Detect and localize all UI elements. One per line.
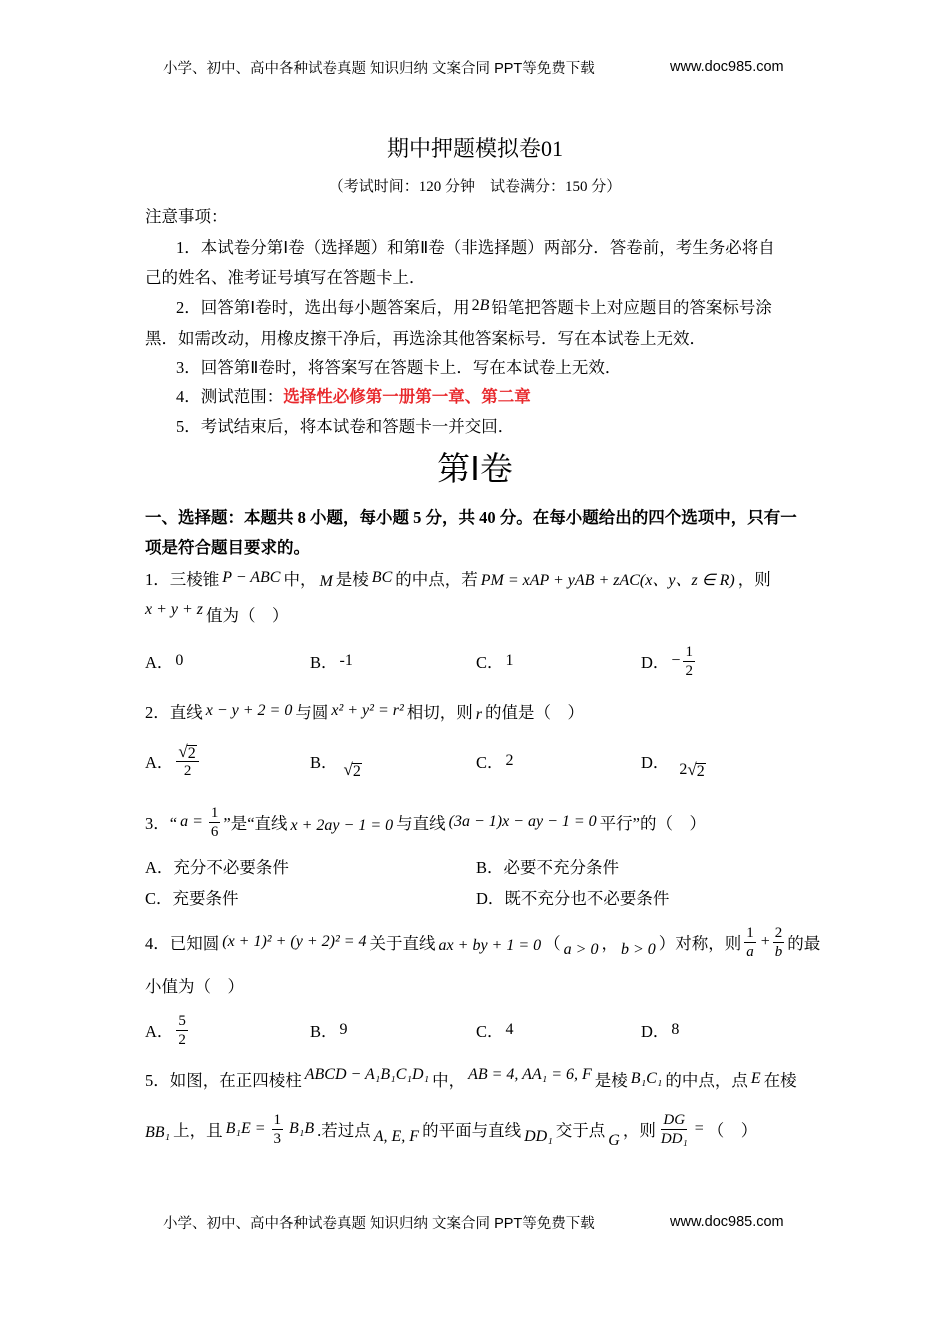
fraction-numerator: 2 <box>774 924 783 941</box>
fraction <box>176 1012 188 1049</box>
coefficient: 2 <box>679 761 688 778</box>
fraction-denominator: 2 <box>685 662 693 679</box>
notice-item-2-text: 2．回答第Ⅰ卷时，选出每小题答案后，用 <box>176 298 470 317</box>
question-3-text: 3．“ <box>145 814 178 833</box>
question-1-text: 1．三棱锥 <box>145 570 220 589</box>
fraction-numerator: DG <box>663 1111 686 1128</box>
option-label: B． <box>310 753 338 772</box>
question-2-text: 2．直线 <box>145 703 203 722</box>
question-2-option-c <box>476 739 514 783</box>
question-4-line-2 <box>145 963 244 1007</box>
option-label: A． <box>145 1022 174 1041</box>
question-4-text: ， <box>601 934 618 953</box>
question-5-math: ABCD − A₁B₁C₁D₁ <box>304 1066 430 1083</box>
question-3-text: 平行”的（ ） <box>599 814 706 833</box>
option-value: 8 <box>671 1021 680 1038</box>
question-1-line-2 <box>145 592 289 636</box>
fraction <box>659 1111 690 1148</box>
question-1-option-a <box>145 639 183 683</box>
question-2-line-1 <box>145 689 584 733</box>
option-value: 充要条件 <box>172 889 239 908</box>
question-1-math: M <box>319 573 333 590</box>
question-4-option-d <box>641 1008 679 1052</box>
radical-sign: √ <box>687 760 697 779</box>
square-root <box>178 743 196 761</box>
option-value: 2 <box>505 752 514 769</box>
option-label: A． <box>145 753 174 772</box>
question-4-math: (x + 1)² + (y + 2)² = 4 <box>222 933 367 950</box>
question-3-math: (3a − 1)x − ay − 1 = 0 <box>448 813 597 830</box>
question-4-text: 4．已知圆 <box>145 934 220 953</box>
fraction-numerator: 1 <box>746 924 754 941</box>
fraction-denominator: DD₁ <box>660 1130 688 1147</box>
option-label: B． <box>310 653 338 672</box>
fraction-numerator: 1 <box>273 1111 282 1128</box>
footer-slogan: 小学、初中、高中各种试卷真题 知识归纳 文案合同 PPT等免费下载 <box>163 1215 595 1232</box>
option-value: 0 <box>175 652 184 669</box>
fraction <box>176 743 198 780</box>
option-value: 既不充分也不必要条件 <box>504 889 670 908</box>
fraction <box>773 924 785 961</box>
question-3-math: a = <box>180 813 203 830</box>
question-5-text: 在棱 <box>763 1071 797 1090</box>
fraction-denominator: 2 <box>183 762 192 779</box>
question-2-math: x − y + 2 = 0 <box>205 702 293 719</box>
option-label: C． <box>476 653 504 672</box>
notice-item-3: 3．回答第Ⅱ卷时，将答案写在答题卡上．写在本试卷上无效． <box>176 358 622 377</box>
option-label: C． <box>476 1022 504 1041</box>
radical-sign: √ <box>178 741 188 761</box>
pencil-grade-number: 2 <box>471 297 480 314</box>
fraction <box>683 643 695 680</box>
pencil-grade-letter: B <box>479 297 490 314</box>
question-5-math: B₁C₁ <box>630 1070 663 1087</box>
question-5-math: AB = 4, AA₁ = 6, F <box>468 1066 592 1083</box>
question-3-option-c <box>145 875 239 919</box>
question-4-option-c <box>476 1008 514 1052</box>
question-3-math: x + 2ay − 1 = 0 <box>290 817 394 834</box>
test-scope-highlight: 选择性必修第一册第一章、第二章 <box>283 387 531 406</box>
option-value: 充分不必要条件 <box>173 858 289 877</box>
option-label: D． <box>641 753 670 772</box>
question-1-option-d <box>641 639 698 683</box>
exam-subtitle: （考试时间：120 分钟 试卷满分：150 分） <box>328 178 622 195</box>
question-5-line-1 <box>145 1057 797 1101</box>
question-5-math: E <box>750 1070 761 1087</box>
fraction <box>272 1111 284 1148</box>
question-1-math: P − ABC <box>222 569 281 586</box>
radicand: 2 <box>696 763 705 780</box>
option-label: B． <box>310 1022 338 1041</box>
notice-label: 注意事项： <box>145 207 228 226</box>
equals-sign: = <box>694 1120 704 1137</box>
question-4-text: 小值为（ ） <box>145 977 244 996</box>
question-5-text: .若过点 <box>317 1121 371 1140</box>
question-4-math: b > 0 <box>620 941 656 958</box>
question-4-option-b <box>310 1008 348 1052</box>
question-2-text: 与圆 <box>295 703 329 722</box>
option-label: A． <box>145 858 174 877</box>
question-5-text: 是棱 <box>594 1071 628 1090</box>
option-value: 9 <box>339 1021 348 1038</box>
fraction-numerator: 1 <box>210 804 219 821</box>
question-5-text: 中， <box>432 1071 466 1090</box>
question-4-text: ）对称，则 <box>658 934 742 953</box>
option-label: B． <box>476 858 504 877</box>
question-5-math: B₁B <box>289 1120 315 1137</box>
notice-item-1-line-2: 己的姓名、准考证号填写在答题卡上． <box>145 268 426 287</box>
question-4-option-a <box>145 1008 191 1052</box>
question-3-text: 与直线 <box>396 814 446 833</box>
fraction-denominator: a <box>746 943 754 960</box>
option-value: -1 <box>339 652 353 669</box>
part-heading: 第Ⅰ卷 <box>437 451 513 488</box>
section-header-line-2: 项是符合题目要求的。 <box>145 538 310 557</box>
question-1-option-b <box>310 639 353 683</box>
question-5-text: （ ） <box>707 1121 758 1140</box>
question-1-math: BC <box>371 569 393 586</box>
question-2-math: r <box>475 706 482 723</box>
option-value: 必要不充分条件 <box>503 858 620 877</box>
question-1-option-c <box>476 639 514 683</box>
fraction <box>744 924 756 961</box>
question-5-text: 5．如图，在正四棱柱 <box>145 1071 302 1090</box>
question-3-option-d <box>476 875 669 919</box>
question-5-text: 的中点，点 <box>665 1071 748 1090</box>
fraction-numerator: 5 <box>178 1012 186 1029</box>
question-1-text: ，则 <box>737 570 771 589</box>
question-2-text: 的值是（ ） <box>485 703 584 722</box>
option-label: D． <box>641 653 670 672</box>
question-2-option-b <box>310 739 362 783</box>
question-1-math: PM = xAP + yAB + zAC(x、y、z ∈ R) <box>480 571 735 589</box>
option-label: A． <box>145 653 174 672</box>
notice-item-5: 5．考试结束后，将本试卷和答题卡一并交回． <box>176 417 515 436</box>
question-4-text: （ <box>544 934 561 953</box>
question-5-math: DD₁ <box>524 1128 553 1145</box>
question-4-text: 关于直线 <box>369 934 436 953</box>
square-root <box>344 761 362 779</box>
header-website: www.doc985.com <box>670 59 784 75</box>
footer-website: www.doc985.com <box>670 1214 784 1230</box>
fraction-numerator <box>176 743 198 762</box>
notice-item-2-line-2: 黑．如需改动，用橡皮擦干净后，再选涂其他答案标号．写在本试卷上无效． <box>145 329 706 348</box>
radical-sign: √ <box>343 760 353 779</box>
question-2-option-a <box>145 739 202 783</box>
plus-sign: + <box>760 933 770 950</box>
question-5-math: G <box>608 1132 620 1149</box>
question-2-option-d <box>641 739 706 783</box>
question-3-line-1 <box>145 800 706 844</box>
question-1-text: 值为（ ） <box>206 606 289 625</box>
question-5-text: 交于点 <box>555 1121 606 1140</box>
notice-item-4-label: 4．测试范围： <box>176 387 284 406</box>
section-header-line-1: 一、选择题：本题共 8 小题，每小题 5 分，共 40 分。在每小题给出的四个选项中，只有一 <box>145 508 797 527</box>
radicand: 2 <box>187 744 196 762</box>
option-label: D． <box>476 889 505 908</box>
header-slogan: 小学、初中、高中各种试卷真题 知识归纳 文案合同 PPT等免费下载 <box>163 60 595 77</box>
question-1-math: x + y + z <box>145 601 204 618</box>
fraction-denominator: 2 <box>178 1031 186 1048</box>
question-5-math: BB₁ <box>145 1124 171 1141</box>
option-label: C． <box>145 889 173 908</box>
notice-item-2-text: 铅笔把答题卡上对应题目的答案标号涂 <box>491 298 772 317</box>
option-value: 1 <box>505 652 514 669</box>
fraction-denominator: b <box>774 943 783 960</box>
notice-item-1-line-1: 1．本试卷分第Ⅰ卷（选择题）和第Ⅱ卷（非选择题）两部分．答卷前，考生务必将自 <box>176 238 775 257</box>
option-value: 4 <box>505 1021 514 1038</box>
exam-title: 期中押题模拟卷01 <box>386 135 563 161</box>
square-root <box>687 761 705 779</box>
question-5-text: ，则 <box>622 1121 656 1140</box>
option-label: C． <box>476 753 504 772</box>
fraction-numerator: 1 <box>685 643 693 660</box>
question-5-math: A, E, F <box>373 1128 420 1145</box>
question-1-text: 的中点，若 <box>395 570 478 589</box>
question-2-math: x² + y² = r² <box>331 702 404 719</box>
question-4-text: 的最 <box>787 934 821 953</box>
question-1-text: 中， <box>283 570 317 589</box>
fraction-denominator: 3 <box>273 1130 282 1147</box>
fraction <box>209 804 221 841</box>
question-5-text: 的平面与直线 <box>422 1121 522 1140</box>
radicand: 2 <box>352 763 361 780</box>
question-4-math: ax + by + 1 = 0 <box>438 937 542 954</box>
question-5-line-2 <box>145 1107 757 1151</box>
option-label: D． <box>641 1022 670 1041</box>
fraction-denominator: 6 <box>210 823 219 840</box>
minus-sign: − <box>671 652 681 669</box>
question-2-text: 相切，则 <box>406 703 473 722</box>
question-5-text: 上，且 <box>173 1121 223 1140</box>
question-5-math: B₁E = <box>225 1120 266 1137</box>
question-4-math: a > 0 <box>563 941 599 958</box>
question-4-line-1 <box>145 920 820 964</box>
question-3-text: ”是“直线 <box>223 814 288 833</box>
question-1-text: 是棱 <box>335 570 369 589</box>
